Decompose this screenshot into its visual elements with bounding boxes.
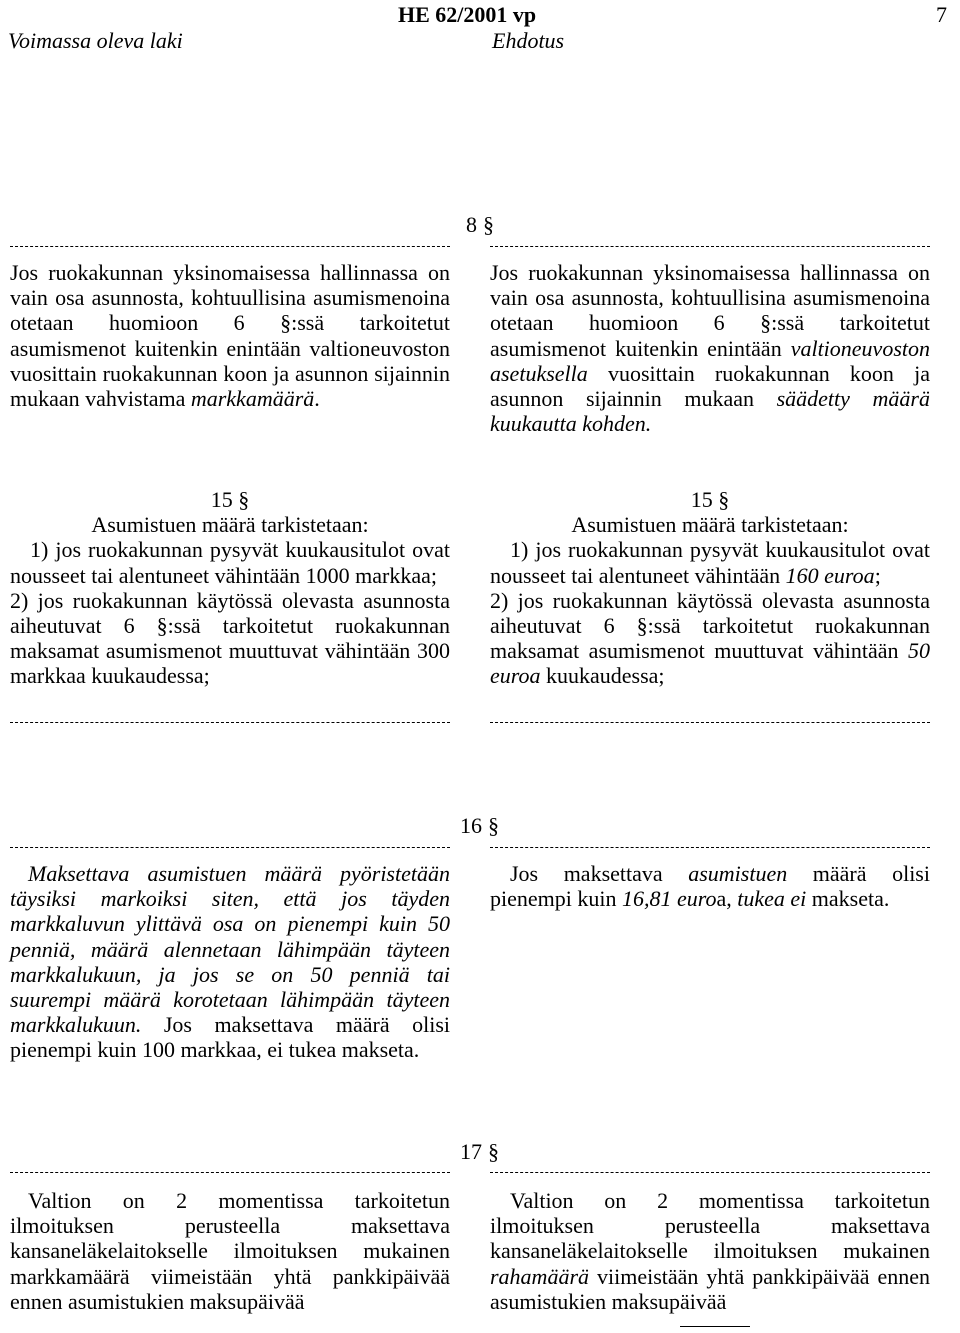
text: makseta.: [806, 886, 890, 912]
emphasis-text: valtioneuvoston asetuksella: [490, 335, 930, 386]
paragraph: [490, 1188, 930, 1314]
section-15-heading: [10, 487, 450, 512]
paragraph: [490, 260, 930, 436]
end-rule: [680, 1326, 750, 1327]
paragraph: [10, 260, 450, 411]
section-17-current-law: [10, 1188, 450, 1314]
emphasis-text: 160 euroa: [785, 562, 875, 588]
text: ;: [874, 562, 881, 588]
text: määrä olisi pienempi kuin: [490, 861, 930, 912]
section-symbol: §: [718, 487, 730, 512]
paragraph: Valtion on 2 momentissa tarkoitetun ilmoituksen perusteella maksettava kansaneläkelaitokselle ilmoituksen mukainen markkamäärä viimeistään yhtä pankkipäivää ennen asumistukien maksupäivää: [10, 1188, 450, 1314]
section-15-current-law: [10, 487, 450, 689]
text: 2) jos ruokakunnan käytössä olevasta asunnosta aiheutuvat 6 §:ssä tarkoitetut ruokakunnan maksamat asumismenot muuttuvat vähintään: [490, 587, 930, 664]
section-17-heading: [460, 1139, 499, 1164]
omitted-text-divider: [490, 246, 930, 247]
list-item: [490, 588, 930, 689]
text: Jos ruokakunnan yksinomaisessa hallinnassa on vain osa asunnosta, kohtuullisina asumismenoina otetaan huomioon 6 §:ssä tarkoitetut asumismenot kuitenkin enintään: [490, 260, 930, 361]
omitted-text-divider: [490, 722, 930, 723]
text: .: [314, 386, 320, 412]
section-number: 17: [460, 1139, 482, 1164]
emphasis-text: säädetty määrä kuukautta kohden.: [490, 386, 930, 437]
paragraph: [10, 861, 450, 1063]
left-column-title: Voimassa oleva laki: [8, 28, 183, 53]
paragraph-heading: Asumistuen määrä tarkistetaan:: [571, 512, 849, 538]
section-8-proposal: [490, 260, 930, 436]
section-15-heading: [490, 487, 930, 512]
omitted-text-divider: [10, 246, 450, 247]
section-symbol: §: [488, 1139, 499, 1164]
paragraph-heading: Asumistuen määrä tarkistetaan:: [91, 512, 369, 538]
text: 1) jos ruokakunnan pysyvät kuukausitulot ovat nousseet tai alentuneet vähintään: [490, 537, 930, 588]
text: vuosittain ruokakunnan koon ja asunnon sijainnin mukaan: [490, 360, 930, 412]
section-number: 15: [690, 487, 713, 512]
section-8-heading: [466, 212, 494, 237]
emphasis-text: tukea ei: [737, 886, 807, 912]
text: Jos ruokakunnan yksinomaisessa hallinnassa on vain osa asunnosta, kohtuullisina asumismenoina otetaan huomioon 6 §:ssä tarkoitetut asumismenot kuitenkin enintään valtioneuvoston vuosittain ruokakunnan koon ja asunnon sijainnin mukaan vahvistama: [10, 260, 450, 412]
omitted-text-divider: [490, 1172, 930, 1173]
text: Jos maksettava määrä olisi pienempi kuin 100 markkaa, ei tukea makseta.: [10, 1012, 450, 1063]
omitted-text-divider: [10, 722, 450, 723]
section-16-proposal: [490, 861, 930, 911]
text: viimeistään yhtä pankkipäivää ennen asumistukien maksupäivää: [490, 1263, 930, 1314]
document-id: HE 62/2001 vp: [398, 2, 537, 27]
emphasis-text: Maksettava asumistuen määrä pyöristetään täysiksi markoiksi siten, että jos täyden markkaluvun ylittävä osa on pienempi kuin 50 penniä, määrä alennetaan lähimpään täyteen markkalukuun, ja jos se on 50 penniä tai suurempi määrä korotetaan lähimpään täyteen markkalukuun.: [10, 861, 450, 1038]
text: kuukaudessa;: [540, 663, 665, 689]
text: Valtion on 2 momentissa tarkoitetun ilmoituksen perusteella maksettava kansaneläkelaitokselle ilmoituksen mukainen: [490, 1188, 930, 1264]
emphasis-text: 16,81 euro: [621, 886, 717, 912]
list-item: 1) jos ruokakunnan pysyvät kuukausitulot ovat nousseet tai alentuneet vähintään 1000 markkaa;: [10, 537, 450, 588]
section-number: 8: [466, 212, 477, 237]
section-17-proposal: [490, 1188, 930, 1314]
list-item: [490, 537, 930, 587]
section-16-heading: [460, 813, 499, 838]
page-number: 7: [936, 2, 947, 27]
section-symbol: §: [238, 487, 250, 512]
emphasis-text: rahamäärä: [490, 1263, 590, 1289]
omitted-text-divider: [490, 847, 930, 848]
section-number: 16: [460, 813, 482, 838]
section-symbol: §: [488, 813, 499, 838]
omitted-text-divider: [10, 1172, 450, 1173]
list-item: 2) jos ruokakunnan käytössä olevasta asunnosta aiheutuvat 6 §:ssä tarkoitetut ruokakunnan maksamat asumismenot muuttuvat vähintään 300 markkaa kuukaudessa;: [10, 587, 450, 689]
section-16-current-law: [10, 861, 450, 1063]
section-8-current-law: [10, 260, 450, 411]
emphasis-text: markkamäärä: [190, 386, 315, 412]
section-symbol: §: [483, 212, 494, 237]
section-15-proposal: [490, 487, 930, 689]
paragraph: [490, 861, 930, 911]
text: a,: [716, 886, 738, 912]
section-number: 15: [210, 487, 233, 512]
emphasis-text: asumistuen: [688, 861, 788, 886]
text: Jos maksettava: [510, 861, 689, 886]
emphasis-text: 50 euroa: [490, 638, 930, 689]
right-column-title: Ehdotus: [492, 28, 565, 53]
omitted-text-divider: [10, 847, 450, 848]
